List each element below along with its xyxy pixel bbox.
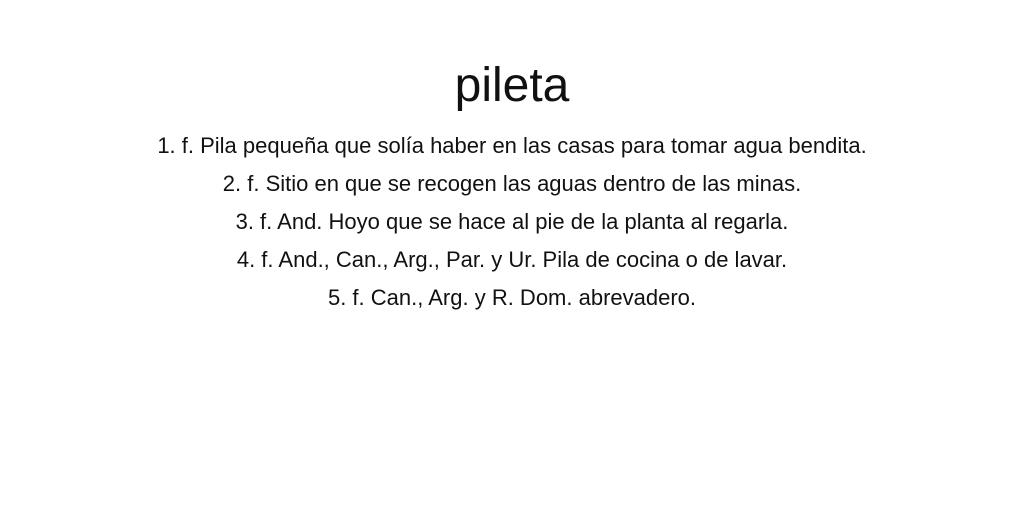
- definition-list: [0, 127, 1024, 317]
- definition-3: 3. f. And. Hoyo que se hace al pie de la planta al regarla.: [235, 209, 789, 234]
- definition-2: 2. f. Sitio en que se recogen las aguas dentro de las minas.: [222, 171, 802, 196]
- headword-title: pileta: [454, 59, 570, 112]
- definition-4: 4. f. And., Can., Arg., Par. y Ur. Pila de cocina o de lavar.: [236, 247, 788, 272]
- definition-5: 5. f. Can., Arg. y R. Dom. abrevadero.: [327, 285, 697, 310]
- definition-1: 1. f. Pila pequeña que solía haber en las casas para tomar agua bendita.: [157, 133, 867, 158]
